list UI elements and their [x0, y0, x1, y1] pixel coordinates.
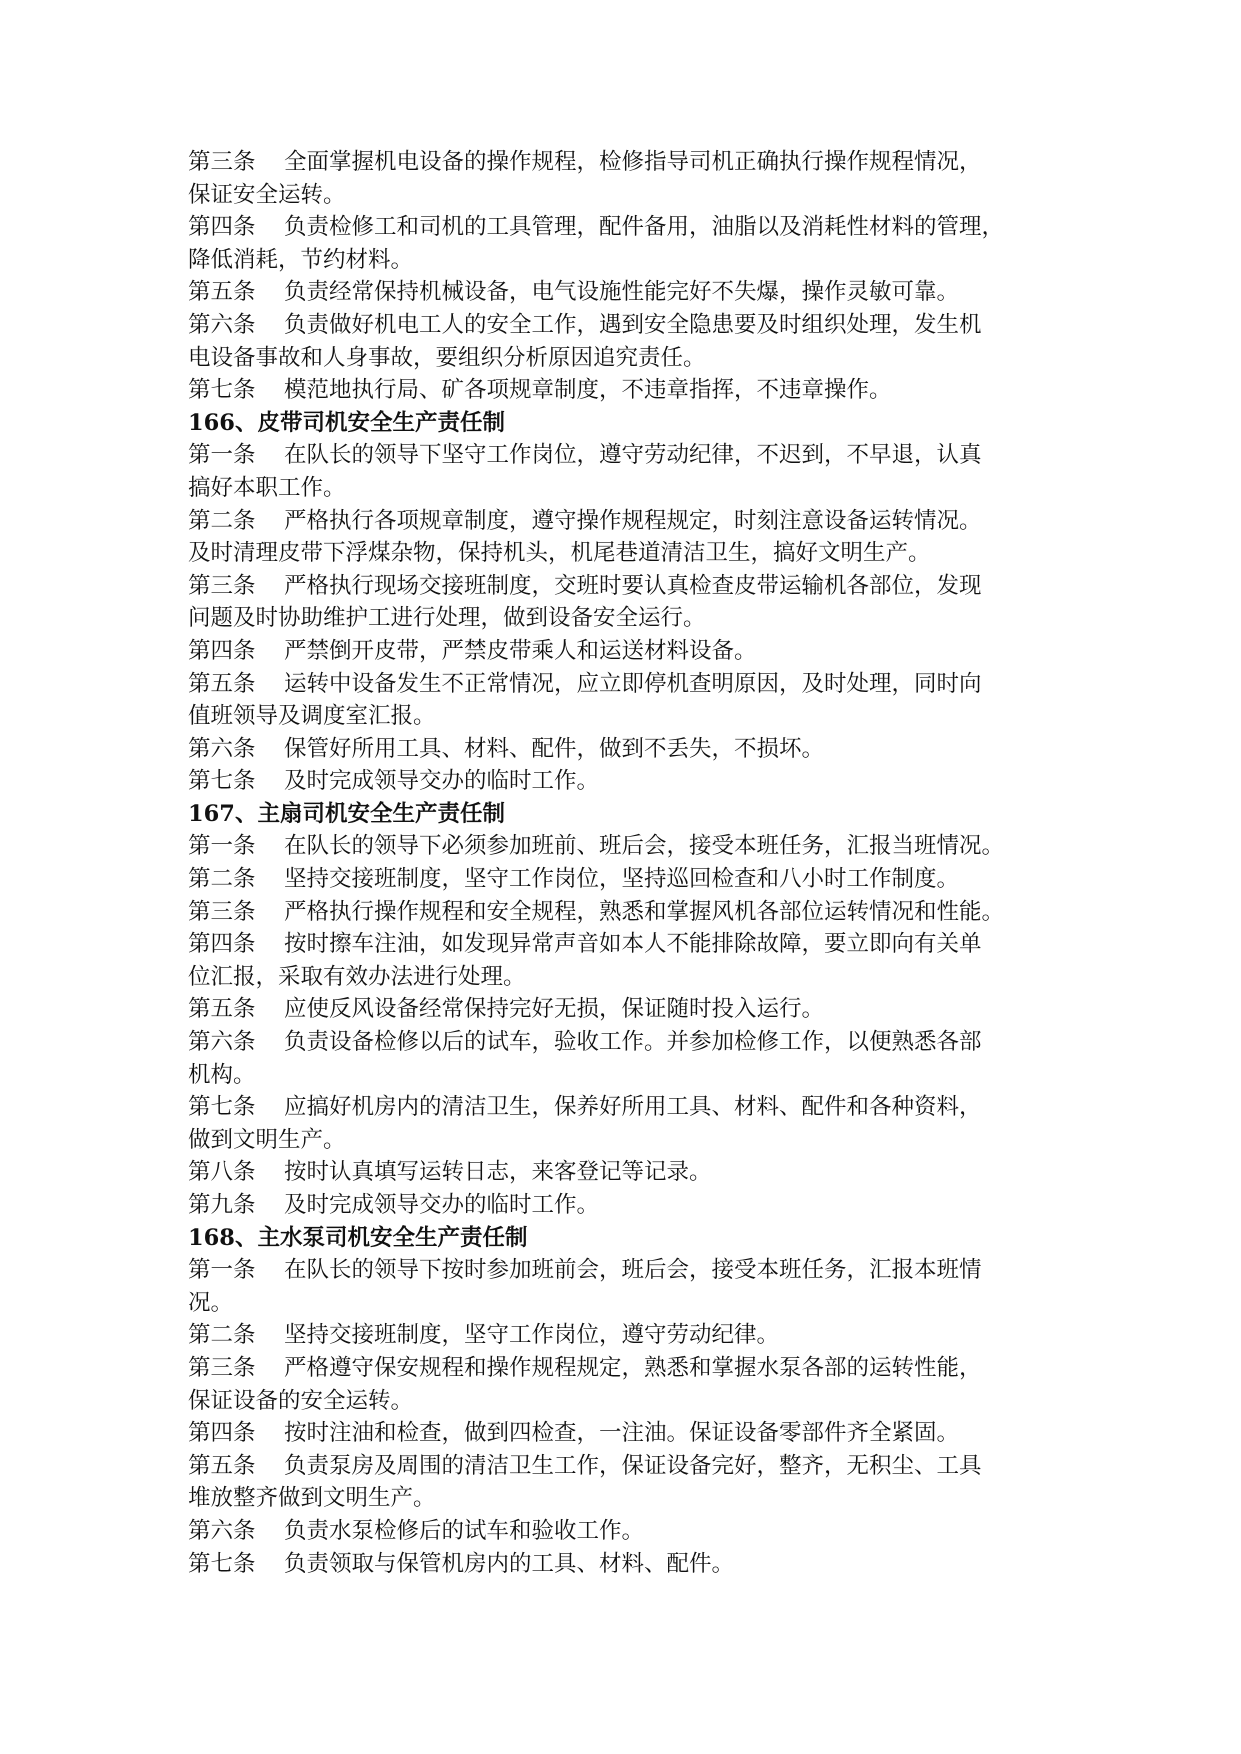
article-number: 第二条: [188, 866, 256, 893]
article-paragraph: [188, 830, 1068, 863]
article-line: [188, 342, 1068, 375]
article-line: [188, 1189, 1068, 1222]
article-text: 值班领导及调度室汇报。: [188, 703, 436, 730]
article-text: 搞好本职工作。: [188, 474, 346, 501]
article-number: 第三条: [188, 1354, 256, 1381]
article-line: [188, 1254, 1068, 1287]
article-line: [188, 1026, 1068, 1059]
article-line: [188, 700, 1068, 733]
article-line: [188, 472, 1068, 505]
section-heading: 167、主扇司机安全生产责任制: [188, 800, 505, 827]
article-line: [188, 733, 1068, 766]
article-line: [188, 244, 1068, 277]
article-line: [188, 993, 1068, 1026]
article-line: [188, 1156, 1068, 1189]
article-text: 按时擦车注油，如发现异常声音如本人不能排除故障，要立即向有关单: [284, 931, 982, 958]
article-paragraph: [188, 1254, 1068, 1319]
article-number: 第七条: [188, 1550, 256, 1577]
article-text: 及时完成领导交办的临时工作。: [284, 768, 600, 795]
article-paragraph: [188, 993, 1068, 1026]
article-text: 降低消耗，节约材料。: [188, 246, 414, 273]
article-line: [188, 863, 1068, 896]
article-text: 负责经常保持机械设备，电气设施性能完好不失爆，操作灵敏可靠。: [284, 279, 960, 306]
article-paragraph: [188, 765, 1068, 798]
article-line: [188, 179, 1068, 212]
article-paragraph: [188, 1352, 1068, 1417]
article-paragraph: [188, 1319, 1068, 1352]
article-paragraph: [188, 309, 1068, 374]
article-text: 严禁倒开皮带，严禁皮带乘人和运送材料设备。: [284, 637, 757, 664]
article-text: 负责泵房及周围的清洁卫生工作，保证设备完好，整齐，无积尘、工具: [284, 1452, 982, 1479]
article-text: 负责检修工和司机的工具管理，配件备用，油脂以及消耗性材料的管理，: [284, 214, 1005, 241]
article-number: 第一条: [188, 833, 256, 860]
article-number: 第三条: [188, 898, 256, 925]
article-text: 严格执行操作规程和安全规程，熟悉和掌握风机各部位运转情况和性能。: [284, 898, 1005, 925]
article-paragraph: [188, 896, 1068, 929]
article-line: [188, 635, 1068, 668]
article-text: 机构。: [188, 1061, 256, 1088]
article-line: [188, 1385, 1068, 1418]
article-text: 负责水泵检修后的试车和验收工作。: [284, 1517, 645, 1544]
article-paragraph: [188, 733, 1068, 766]
article-line: [188, 765, 1068, 798]
article-line: [188, 602, 1068, 635]
article-text: 按时注油和检查，做到四检查，一注油。保证设备零部件齐全紧固。: [284, 1420, 960, 1447]
article-line: [188, 896, 1068, 929]
article-number: 第四条: [188, 931, 256, 958]
article-paragraph: [188, 1091, 1068, 1156]
article-text: 位汇报，采取有效办法进行处理。: [188, 963, 526, 990]
article-paragraph: [188, 374, 1068, 407]
article-text: 运转中设备发生不正常情况，应立即停机查明原因，及时处理，同时向: [284, 670, 982, 697]
article-number: 第六条: [188, 1517, 256, 1544]
article-text: 严格遵守保安规程和操作规程规定，熟悉和掌握水泵各部的运转性能，: [284, 1354, 982, 1381]
article-text: 在队长的领导下坚守工作岗位，遵守劳动纪律，不迟到，不早退，认真: [284, 442, 982, 469]
article-line: [188, 961, 1068, 994]
article-line: [188, 1450, 1068, 1483]
article-number: 第五条: [188, 1452, 256, 1479]
article-text: 模范地执行局、矿各项规章制度，不违章指挥，不违章操作。: [284, 377, 892, 404]
article-paragraph: [188, 1515, 1068, 1548]
article-number: 第七条: [188, 1094, 256, 1121]
article-text: 保证安全运转。: [188, 181, 346, 208]
article-text: 在队长的领导下必须参加班前、班后会，接受本班任务，汇报当班情况。: [284, 833, 1005, 860]
article-number: 第九条: [188, 1192, 256, 1218]
article-number: 第三条: [188, 149, 256, 175]
article-line: [188, 668, 1068, 701]
article-line: [188, 1059, 1068, 1092]
article-line: [188, 505, 1068, 538]
article-paragraph: [188, 146, 1068, 211]
section-heading: 166、皮带司机安全生产责任制: [188, 409, 505, 436]
article-line: [188, 374, 1068, 407]
article-paragraph: [188, 1026, 1068, 1091]
article-line: [188, 1352, 1068, 1385]
article-paragraph: [188, 276, 1068, 309]
article-text: 全面掌握机电设备的操作规程，检修指导司机正确执行操作规程情况，: [284, 149, 982, 175]
article-paragraph: [188, 1156, 1068, 1189]
article-text: 负责设备检修以后的试车，验收工作。并参加检修工作，以便熟悉各部: [284, 1029, 982, 1056]
article-number: 第六条: [188, 1029, 256, 1056]
article-text: 应搞好机房内的清洁卫生，保养好所用工具、材料、配件和各种资料，: [284, 1094, 982, 1121]
article-line: [188, 570, 1068, 603]
article-number: 第四条: [188, 1420, 256, 1447]
article-line: [188, 1515, 1068, 1548]
article-line: [188, 146, 1068, 179]
article-paragraph: [188, 439, 1068, 504]
article-number: 第六条: [188, 735, 256, 762]
article-line: [188, 537, 1068, 570]
article-number: 第二条: [188, 1322, 256, 1349]
article-number: 第七条: [188, 377, 256, 404]
article-number: 第五条: [188, 670, 256, 697]
document-page: [188, 146, 1068, 1580]
article-text: 保证设备的安全运转。: [188, 1387, 414, 1414]
article-paragraph: [188, 1450, 1068, 1515]
article-line: [188, 211, 1068, 244]
article-paragraph: [188, 635, 1068, 668]
article-paragraph: [188, 928, 1068, 993]
article-line: [188, 830, 1068, 863]
article-text: 负责领取与保管机房内的工具、材料、配件。: [284, 1550, 735, 1577]
article-number: 第八条: [188, 1159, 256, 1186]
article-line: [188, 439, 1068, 472]
article-paragraph: [188, 211, 1068, 276]
article-line: [188, 928, 1068, 961]
article-text: 电设备事故和人身事故，要组织分析原因追究责任。: [188, 344, 706, 371]
article-line: [188, 1319, 1068, 1352]
article-text: 及时完成领导交办的临时工作。: [284, 1192, 600, 1218]
article-number: 第三条: [188, 572, 256, 599]
article-text: 按时认真填写运转日志，来客登记等记录。: [284, 1159, 712, 1186]
article-text: 坚持交接班制度，坚守工作岗位，坚持巡回检查和八小时工作制度。: [284, 866, 960, 893]
article-number: 第四条: [188, 214, 256, 241]
article-line: [188, 1091, 1068, 1124]
article-text: 保管好所用工具、材料、配件，做到不丢失，不损坏。: [284, 735, 825, 762]
article-text: 问题及时协助维护工进行处理，做到设备安全运行。: [188, 605, 706, 632]
article-line: [188, 1287, 1068, 1320]
article-line: [188, 276, 1068, 309]
article-paragraph: [188, 668, 1068, 733]
article-number: 第二条: [188, 507, 256, 534]
article-text: 严格执行各项规章制度，遵守操作规程规定，时刻注意设备运转情况。: [284, 507, 982, 534]
article-paragraph: [188, 1548, 1068, 1581]
article-line: [188, 1548, 1068, 1581]
article-text: 严格执行现场交接班制度，交班时要认真检查皮带运输机各部位，发现: [284, 572, 982, 599]
article-number: 第一条: [188, 442, 256, 469]
article-text: 坚持交接班制度，坚守工作岗位，遵守劳动纪律。: [284, 1322, 780, 1349]
article-paragraph: [188, 570, 1068, 635]
article-text: 及时清理皮带下浮煤杂物，保持机头，机尾巷道清洁卫生，搞好文明生产。: [188, 540, 931, 567]
article-paragraph: [188, 1417, 1068, 1450]
article-number: 第一条: [188, 1257, 256, 1284]
article-line: [188, 1417, 1068, 1450]
article-text: 况。: [188, 1289, 234, 1316]
article-number: 第四条: [188, 637, 256, 664]
article-line: [188, 309, 1068, 342]
article-paragraph: [188, 505, 1068, 570]
article-text: 做到文明生产。: [188, 1126, 346, 1153]
article-number: 第五条: [188, 279, 256, 306]
article-text: 在队长的领导下按时参加班前会，班后会，接受本班任务，汇报本班情: [284, 1257, 982, 1284]
article-number: 第五条: [188, 996, 256, 1023]
article-line: [188, 1124, 1068, 1157]
article-text: 负责做好机电工人的安全工作，遇到安全隐患要及时组织处理，发生机: [284, 311, 982, 338]
article-number: 第七条: [188, 768, 256, 795]
article-text: 堆放整齐做到文明生产。: [188, 1485, 436, 1512]
article-paragraph: [188, 863, 1068, 896]
article-text: 应使反风设备经常保持完好无损，保证随时投入运行。: [284, 996, 825, 1023]
section-heading: 168、主水泵司机安全生产责任制: [188, 1224, 528, 1251]
article-paragraph: [188, 1189, 1068, 1222]
article-line: [188, 1482, 1068, 1515]
article-number: 第六条: [188, 311, 256, 338]
